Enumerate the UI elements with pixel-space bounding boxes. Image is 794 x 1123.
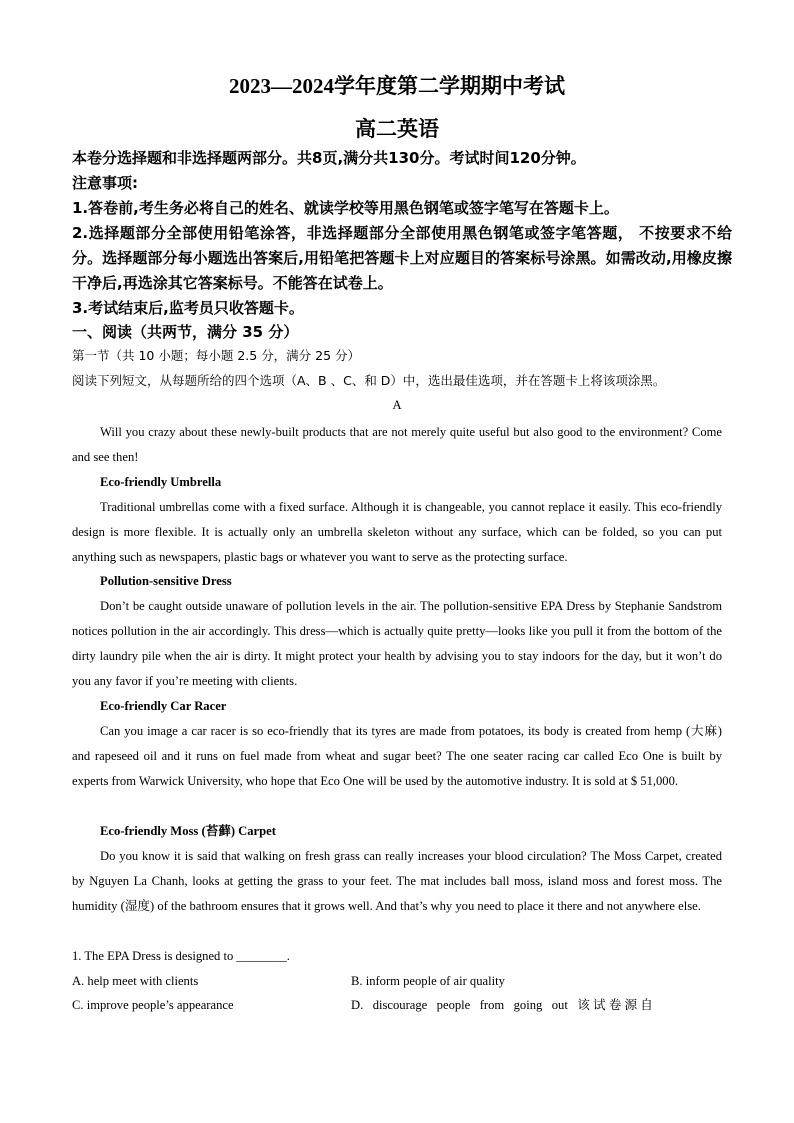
part-title: 一、阅读（共两节，满分 35 分） [72, 323, 299, 341]
question-1-option-c: C. improve people’s appearance [72, 998, 234, 1012]
heading-dress: Pollution-sensitive Dress [100, 574, 232, 588]
question-1-option-d: D. discourage people from going out 该 试 卷 源 自 [351, 998, 653, 1012]
paragraph-umbrella: Traditional umbrellas come with a fixed surface. Although it is changeable, you cannot replace it easily. This eco-friendly design is more flexible. It is actually only an umbrella skeleton without any surface, which can be folded, so you can put anything such as newspapers, plastic bags or whatever you want to serve as the protecting surface. [72, 500, 722, 564]
section-subtitle: 第一节（共 10 小题；每小题 2.5 分，满分 25 分） [72, 348, 361, 363]
question-1-option-a: A. help meet with clients [72, 974, 199, 988]
question-1-option-b: B. inform people of air quality [351, 974, 505, 988]
notice-label: 注意事项: [72, 174, 138, 192]
paragraph-moss-carpet: Do you know it is said that walking on fresh grass can really increases your blood circulation? The Moss Carpet, created by Nguyen La Chanh, looks at getting the grass to your feet. The mat includes ball moss, island moss and forest moss. The humidity (湿度) of the bathroom ensures that it grows well. And that’s why you need to place it there and not anywhere else. [72, 849, 722, 913]
heading-umbrella: Eco-friendly Umbrella [100, 475, 222, 489]
section-direction: 阅读下列短文，从每题所给的四个选项（A、B 、C、和 D）中，选出最佳选项，并在答题卡上将该项涂黑。 [72, 373, 666, 388]
paragraph-dress: Don’t be caught outside unaware of pollution levels in the air. The pollution-sensitive EPA Dress by Stephanie Sandstrom notices pollution in the air accordingly. This dress—which is actually quite pretty—looks like you pull it from the bottom of the dirty laundry pile when the air is dirty. It might protect your health by advising you to stay indoors for the day, but it won’t do you any favor if you’re meeting with clients. [72, 599, 722, 688]
passage-label: A [392, 398, 402, 412]
passage-intro: Will you crazy about these newly-built products that are not merely quite useful but also good to the environment? Come and see then! [72, 425, 722, 464]
notice-item-3: 3.考试结束后,监考员只收答题卡。 [72, 299, 304, 317]
notice-item-2: 2.选择题部分全部使用铅笔涂答，非选择题部分全部使用黑色钢笔或签字笔答题， 不按要求不给分。选择题部分每小题选出答案后,用铅笔把答题卡上对应题目的答案标号涂黑。如需改动,用橡皮擦干净后,再选涂其它答案标号。不能答在试卷上。 [72, 224, 732, 292]
notice-item-1: 1.答卷前,考生务必将自己的姓名、就读学校等用黑色钢笔或签字笔写在答题卡上。 [72, 199, 619, 217]
heading-moss-carpet: Eco-friendly Moss (苔藓) Carpet [100, 824, 276, 838]
heading-car-racer: Eco-friendly Car Racer [100, 699, 227, 713]
question-1-stem: 1. The EPA Dress is designed to ________. [72, 949, 290, 963]
exam-title: 2023—2024学年度第二学期期中考试 [229, 74, 565, 98]
paragraph-car-racer: Can you image a car racer is so eco-friendly that its tyres are made from potatoes, its body is created from hemp (大麻) and rapeseed oil and it runs on fuel made from wheat and sugar beet? The one seater racing car called Eco One is built by experts from Warwick University, who hope that Eco One will be used by the automotive industry. It is sold at $ 51,000. [72, 724, 722, 788]
exam-subtitle: 高二英语 [355, 117, 439, 141]
instructions-intro: 本卷分选择题和非选择题两部分。共8页,满分共130分。考试时间120分钟。 [72, 149, 586, 167]
